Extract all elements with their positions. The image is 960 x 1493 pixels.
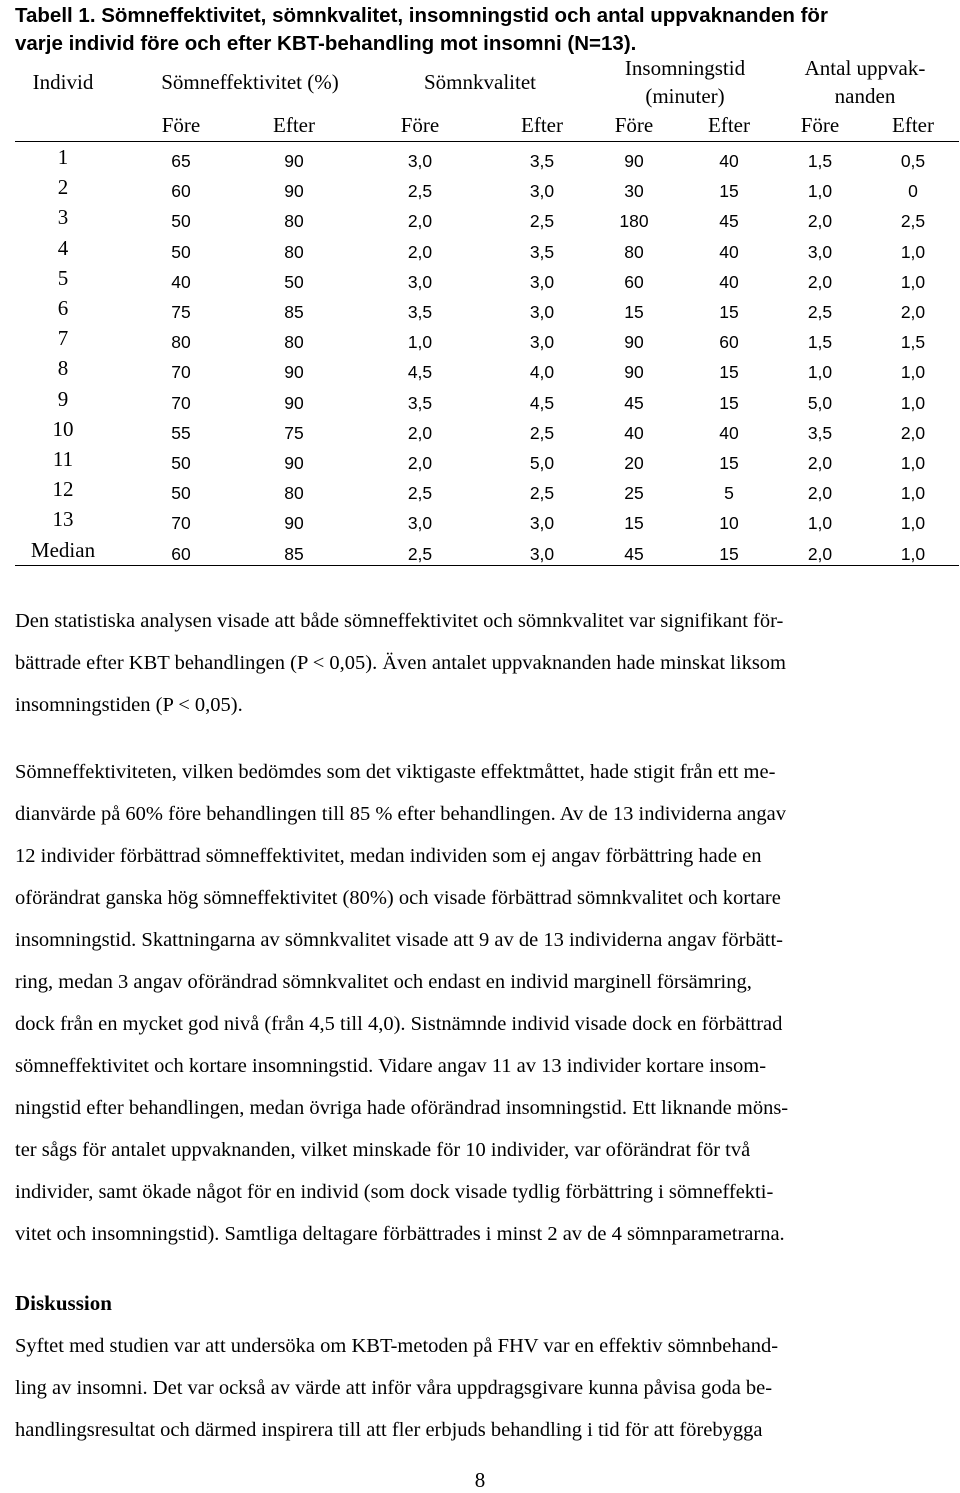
table-cell: 3,0 [529, 543, 555, 564]
header-sleep-efficiency: Sömneffektivitet (%) [161, 70, 339, 94]
text-line: sömneffektivitet och kortare insomningstid. Vidare angav 11 av 13 individer kortare insom- [15, 1055, 767, 1077]
table-cell: 40 [719, 151, 739, 171]
row-label: 9 [57, 386, 69, 411]
table-cell: 45 [624, 392, 644, 413]
page-number: 8 [474, 1468, 486, 1492]
table-cell: 3,5 [529, 241, 555, 262]
subheader-before: Före [161, 113, 201, 137]
table-cell: 80 [624, 241, 644, 262]
table-cell: 25 [624, 483, 644, 504]
table-cell: 15 [719, 362, 739, 383]
table-row [0, 385, 960, 415]
header-sleep-onset-line1: Insomningstid [624, 56, 746, 80]
table-cell: 3,5 [407, 392, 433, 413]
table-cell: 4,5 [407, 362, 433, 383]
table-cell: 2,0 [407, 453, 433, 473]
table-row [0, 536, 960, 566]
row-label: 8 [57, 356, 69, 381]
table-cell: 40 [719, 422, 739, 443]
table-cell: 2,0 [900, 422, 926, 443]
subheader-after: Efter [521, 113, 563, 137]
table-cell: 45 [624, 543, 644, 564]
text-line: insomningstiden (P < 0,05). [15, 694, 243, 716]
table-cell: 90 [284, 453, 304, 473]
table-cell: 40 [719, 241, 739, 262]
results-paragraph-2 [15, 751, 945, 1255]
table-cell: 1,0 [900, 362, 926, 383]
table-cell: 2,0 [407, 422, 433, 443]
text-line: handlingsresultat och därmed inspirera till att fler erbjuds behandling i tid för att förebygga [15, 1419, 763, 1441]
table-cell: 50 [171, 241, 191, 262]
table-cell: 15 [719, 302, 739, 322]
table-cell: 2,5 [807, 302, 833, 322]
table-cell: 70 [171, 513, 191, 534]
text-line: insomningstid. Skattningarna av sömnkvalitet visade att 9 av de 13 individerna angav förbätt- [15, 929, 784, 951]
text-line: ring, medan 3 angav oförändrad sömnkvalitet och endast en individ marginell försämring, [15, 971, 752, 993]
table-cell: 30 [624, 181, 644, 202]
table-cell: 50 [171, 211, 191, 232]
table-cell: 5,0 [529, 453, 555, 473]
subheader-before: Före [400, 113, 440, 137]
text-line: Syftet med studien var att undersöka om KBT-metoden på FHV var en effektiv sömnbehand- [15, 1335, 779, 1357]
table-top-rule [15, 141, 959, 142]
table-cell: 90 [284, 392, 304, 413]
table-cell: 2,0 [807, 211, 833, 232]
header-sleep-onset-line2: (minuter) [645, 84, 725, 108]
table-cell: 2,5 [407, 543, 433, 564]
table-cell: 80 [284, 211, 304, 232]
table-cell: 15 [624, 302, 644, 322]
subheader-before: Före [800, 113, 840, 137]
table-cell: 60 [171, 181, 191, 202]
row-label: Median [30, 537, 96, 562]
table-cell: 90 [624, 151, 644, 171]
table-cell: 15 [719, 392, 739, 413]
table-cell: 2,5 [407, 483, 433, 504]
table-cell: 85 [284, 302, 304, 322]
text-line: 12 individer förbättrad sömneffektivitet, medan individen som ej angav förbättring hade en [15, 845, 762, 867]
table-cell: 180 [619, 211, 649, 232]
text-line: ter sågs för antalet uppvaknanden, vilket minskade för 10 individer, var oförändrat för två [15, 1139, 751, 1161]
text-line: ningstid efter behandlingen, medan övriga hade oförändrad insomningstid. Ett liknande möns- [15, 1097, 789, 1119]
table-cell: 90 [284, 181, 304, 202]
row-label: 4 [57, 235, 69, 260]
table-cell: 1,0 [900, 392, 926, 413]
table-cell: 2,0 [807, 543, 833, 564]
table-cell: 80 [284, 241, 304, 262]
row-label: 7 [57, 326, 69, 351]
table-cell: 90 [284, 513, 304, 534]
table-cell: 3,0 [807, 241, 833, 262]
table-cell: 3,0 [529, 332, 555, 353]
text-line: vitet och insomningstid). Samtliga deltagare förbättrades i minst 2 av de 4 sömnparametrarna. [15, 1223, 785, 1245]
subheader-after: Efter [892, 113, 934, 137]
subheader-after: Efter [708, 113, 750, 137]
table-bottom-rule [15, 565, 959, 566]
table-cell: 2,0 [807, 271, 833, 292]
table-cell: 80 [284, 483, 304, 504]
section-heading-discussion: Diskussion [15, 1291, 112, 1315]
caption-line-2: varje individ före och efter KBT-behandling mot insomni (N=13). [15, 32, 637, 55]
table-cell: 3,5 [407, 302, 433, 322]
table-cell: 4,0 [529, 362, 555, 383]
table-cell: 60 [171, 543, 191, 564]
table-row [0, 203, 960, 233]
subheader-after: Efter [273, 113, 315, 137]
table-cell: 15 [719, 181, 739, 202]
table-cell: 75 [284, 422, 304, 443]
table-cell: 90 [284, 151, 304, 171]
table-cell: 2,5 [407, 181, 433, 202]
table-cell: 5 [724, 483, 734, 504]
row-label: 13 [52, 507, 74, 532]
table-cell: 70 [171, 362, 191, 383]
table-cell: 3,0 [407, 151, 433, 171]
table-cell: 60 [719, 332, 739, 353]
table-cell: 1,0 [807, 181, 833, 202]
table-cell: 1,0 [900, 513, 926, 534]
table-row [0, 143, 960, 173]
table-cell: 15 [719, 453, 739, 473]
text-line: individer, samt ökade något för en individ (som dock visade tydlig förbättring i sömneffekti- [15, 1181, 774, 1203]
table-row [0, 415, 960, 445]
table-cell: 45 [719, 211, 739, 232]
discussion-paragraph [15, 1325, 945, 1451]
table-cell: 10 [719, 513, 739, 534]
row-label: 3 [57, 205, 69, 230]
header-sleep-onset [585, 56, 785, 109]
table-cell: 1,0 [900, 453, 926, 473]
table-cell: 2,0 [807, 483, 833, 504]
table-row [0, 505, 960, 535]
table-cell: 1,0 [900, 483, 926, 504]
table-cell: 90 [624, 362, 644, 383]
table-cell: 4,5 [529, 392, 555, 413]
table-cell: 2,0 [407, 211, 433, 232]
row-label: 1 [57, 145, 69, 169]
table-cell: 1,5 [807, 151, 833, 171]
table-row [0, 264, 960, 294]
table-cell: 0 [908, 181, 918, 202]
table-cell: 3,0 [407, 271, 433, 292]
table-cell: 1,0 [900, 543, 926, 564]
table-row [0, 354, 960, 384]
table-cell: 2,0 [900, 302, 926, 322]
row-label: 2 [57, 175, 69, 200]
table-cell: 90 [624, 332, 644, 353]
table-cell: 65 [171, 151, 191, 171]
text-line: bättrade efter KBT behandlingen (P < 0,05). Även antalet uppvaknanden hade minskat liksom [15, 652, 786, 674]
header-awakenings [775, 56, 955, 109]
text-line: Den statistiska analysen visade att både sömneffektivitet och sömnkvalitet var signifikant för- [15, 610, 784, 632]
table-cell: 2,5 [529, 422, 555, 443]
table-cell: 50 [171, 453, 191, 473]
table-row [0, 475, 960, 505]
table-cell: 2,5 [900, 211, 926, 232]
row-label: 11 [52, 447, 74, 471]
table-cell: 40 [719, 271, 739, 292]
table-cell: 15 [719, 543, 739, 564]
table-cell: 2,5 [529, 211, 555, 232]
table-row [0, 294, 960, 324]
table-cell: 60 [624, 271, 644, 292]
header-sleep-quality: Sömnkvalitet [424, 70, 536, 94]
caption-line-1: Tabell 1. Sömneffektivitet, sömnkvalitet, insomningstid och antal uppvaknanden för [15, 4, 828, 27]
table-cell: 15 [624, 513, 644, 534]
table-cell: 3,0 [529, 513, 555, 534]
table-cell: 1,0 [807, 513, 833, 534]
row-label: 12 [52, 477, 74, 502]
header-awakenings-line2: nanden [834, 84, 896, 108]
table-cell: 85 [284, 543, 304, 564]
table-cell: 20 [624, 453, 644, 473]
table-row [0, 324, 960, 354]
table-row [0, 234, 960, 264]
header-individ: Individ [32, 70, 94, 94]
row-label: 5 [57, 265, 69, 290]
table-cell: 2,0 [407, 241, 433, 262]
table-caption [15, 2, 945, 58]
table-cell: 1,0 [807, 362, 833, 383]
results-paragraph-1 [15, 600, 945, 726]
table-cell: 5,0 [807, 392, 833, 413]
table-cell: 40 [624, 422, 644, 443]
table-cell: 40 [171, 271, 191, 292]
table-cell: 50 [284, 271, 304, 292]
table-cell: 75 [171, 302, 191, 322]
table-cell: 90 [284, 362, 304, 383]
table-row [0, 173, 960, 203]
row-label: 10 [52, 416, 74, 441]
table-cell: 0,5 [900, 151, 926, 171]
table-row [0, 445, 960, 475]
text-line: ling av insomni. Det var också av värde att inför våra uppdragsgivare kunna påvisa goda be- [15, 1377, 773, 1399]
table-cell: 3,0 [529, 271, 555, 292]
text-line: dianvärde på 60% före behandlingen till 85 % efter behandlingen. Av de 13 individerna angav [15, 803, 786, 825]
table-cell: 1,0 [407, 332, 433, 353]
table-cell: 1,5 [900, 332, 926, 353]
table-cell: 55 [171, 422, 191, 443]
table-cell: 3,0 [529, 302, 555, 322]
row-label: 6 [57, 296, 69, 320]
table-cell: 80 [284, 332, 304, 353]
table-cell: 1,0 [900, 241, 926, 262]
table-cell: 3,0 [529, 181, 555, 202]
header-awakenings-line1: Antal uppvak- [804, 56, 926, 80]
table-cell: 3,5 [807, 422, 833, 443]
table-cell: 2,5 [529, 483, 555, 504]
text-line: Sömneffektiviteten, vilken bedömdes som det viktigaste effektmåttet, hade stigit från ett me- [15, 761, 776, 783]
text-line: oförändrat ganska hög sömneffektivitet (80%) och visade förbättrad sömnkvalitet och kortare [15, 887, 781, 909]
table-cell: 1,5 [807, 332, 833, 353]
table-cell: 50 [171, 483, 191, 504]
table-cell: 1,0 [900, 271, 926, 292]
text-line: dock från en mycket god nivå (från 4,5 till 4,0). Sistnämnde individ visade dock en förbättrad [15, 1013, 783, 1035]
subheader-before: Före [614, 113, 654, 137]
table-cell: 3,0 [407, 513, 433, 534]
table-cell: 2,0 [807, 453, 833, 473]
table-cell: 70 [171, 392, 191, 413]
table-cell: 80 [171, 332, 191, 353]
table-cell: 3,5 [529, 151, 555, 171]
